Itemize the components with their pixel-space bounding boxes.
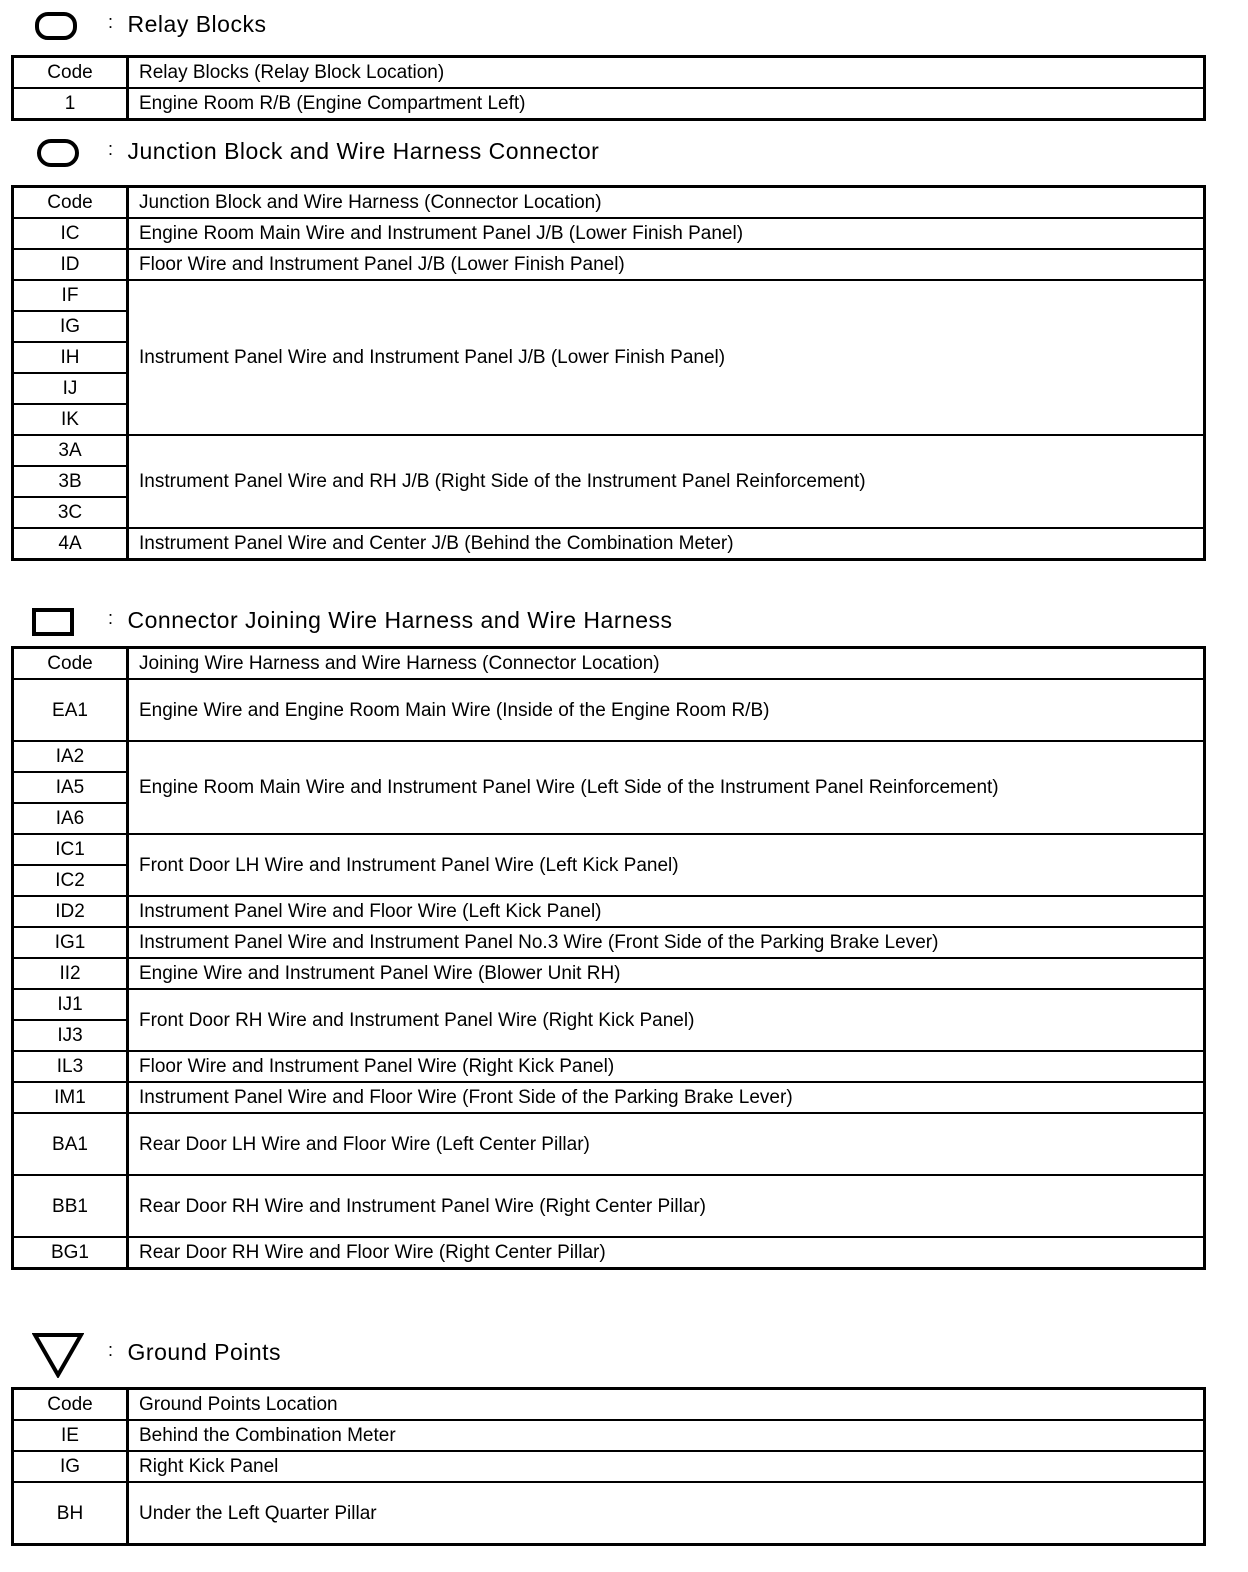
location-cell: Engine Room Main Wire and Instrument Panel Wire (Left Side of the Instrument Panel Reinforcement) <box>128 741 1205 834</box>
code-cell: ID2 <box>13 896 128 927</box>
ground-points-table <box>11 1387 1206 1546</box>
code-cell: IA5 <box>13 772 128 803</box>
location-cell: Front Door RH Wire and Instrument Panel Wire (Right Kick Panel) <box>128 989 1205 1051</box>
table-header-row <box>13 57 1205 89</box>
code-cell: IM1 <box>13 1082 128 1113</box>
code-cell: IA2 <box>13 741 128 772</box>
code-cell: IC <box>13 218 128 249</box>
location-cell: Instrument Panel Wire and Center J/B (Behind the Combination Meter) <box>128 528 1205 560</box>
table-row <box>13 1113 1205 1175</box>
table-header-row <box>13 648 1205 680</box>
code-cell: IF <box>13 280 128 311</box>
location-cell: Behind the Combination Meter <box>128 1420 1205 1451</box>
table-row <box>13 679 1205 741</box>
table-row <box>13 528 1205 560</box>
code-cell: IG1 <box>13 927 128 958</box>
section-title-ground-points: : Ground Points <box>108 1339 282 1365</box>
table-row <box>13 1051 1205 1082</box>
code-cell: EA1 <box>13 679 128 741</box>
table-row <box>13 1420 1205 1451</box>
code-cell: IC1 <box>13 834 128 865</box>
rectangle-icon <box>32 608 74 636</box>
section-title-relay-blocks: : Relay Blocks <box>108 11 267 37</box>
rounded-rect-icon <box>35 12 77 40</box>
code-cell: BG1 <box>13 1237 128 1269</box>
section-title-connector-joining: : Connector Joining Wire Harness and Wire Harness <box>108 607 673 633</box>
code-header: Code <box>13 57 128 89</box>
table-header-row <box>13 1389 1205 1421</box>
code-cell: IA6 <box>13 803 128 834</box>
location-header: Junction Block and Wire Harness (Connector Location) <box>128 187 1205 219</box>
table-row <box>13 834 1205 865</box>
location-cell: Front Door LH Wire and Instrument Panel Wire (Left Kick Panel) <box>128 834 1205 896</box>
table-row <box>13 1175 1205 1237</box>
table-row <box>13 88 1205 120</box>
code-cell: IC2 <box>13 865 128 896</box>
location-cell: Engine Wire and Instrument Panel Wire (Blower Unit RH) <box>128 958 1205 989</box>
code-cell: IJ1 <box>13 989 128 1020</box>
code-cell: IG <box>13 1451 128 1482</box>
code-cell: ID <box>13 249 128 280</box>
table-row <box>13 1451 1205 1482</box>
relay-blocks-table <box>11 55 1206 121</box>
code-cell: IK <box>13 404 128 435</box>
code-cell: IL3 <box>13 1051 128 1082</box>
location-cell: Rear Door RH Wire and Instrument Panel Wire (Right Center Pillar) <box>128 1175 1205 1237</box>
table-row <box>13 896 1205 927</box>
location-cell: Under the Left Quarter Pillar <box>128 1482 1205 1545</box>
location-cell: Rear Door RH Wire and Floor Wire (Right Center Pillar) <box>128 1237 1205 1269</box>
table-row <box>13 435 1205 466</box>
table-row <box>13 989 1205 1020</box>
location-cell: Floor Wire and Instrument Panel J/B (Lower Finish Panel) <box>128 249 1205 280</box>
code-header: Code <box>13 187 128 219</box>
code-cell: IE <box>13 1420 128 1451</box>
code-cell: IJ3 <box>13 1020 128 1051</box>
code-cell: 3B <box>13 466 128 497</box>
location-header: Joining Wire Harness and Wire Harness (Connector Location) <box>128 648 1205 680</box>
table-row <box>13 1082 1205 1113</box>
table-row <box>13 1482 1205 1545</box>
code-cell: 3A <box>13 435 128 466</box>
code-cell: IJ <box>13 373 128 404</box>
code-header: Code <box>13 648 128 680</box>
code-cell: 1 <box>13 88 128 120</box>
location-cell: Floor Wire and Instrument Panel Wire (Right Kick Panel) <box>128 1051 1205 1082</box>
triangle-down-icon <box>32 1332 84 1378</box>
oval-icon <box>37 139 79 167</box>
code-cell: 4A <box>13 528 128 560</box>
location-header: Relay Blocks (Relay Block Location) <box>128 57 1205 89</box>
location-header: Ground Points Location <box>128 1389 1205 1421</box>
table-row <box>13 1237 1205 1269</box>
table-row <box>13 249 1205 280</box>
location-cell: Instrument Panel Wire and Instrument Panel J/B (Lower Finish Panel) <box>128 280 1205 435</box>
location-cell: Rear Door LH Wire and Floor Wire (Left Center Pillar) <box>128 1113 1205 1175</box>
code-header: Code <box>13 1389 128 1421</box>
code-cell: II2 <box>13 958 128 989</box>
location-cell: Engine Wire and Engine Room Main Wire (Inside of the Engine Room R/B) <box>128 679 1205 741</box>
section-title-junction-block: : Junction Block and Wire Harness Connector <box>108 138 600 164</box>
location-cell: Instrument Panel Wire and RH J/B (Right Side of the Instrument Panel Reinforcement) <box>128 435 1205 528</box>
location-cell: Right Kick Panel <box>128 1451 1205 1482</box>
junction-block-table <box>11 185 1206 561</box>
code-cell: BA1 <box>13 1113 128 1175</box>
table-row <box>13 280 1205 311</box>
table-header-row <box>13 187 1205 219</box>
location-cell: Instrument Panel Wire and Floor Wire (Front Side of the Parking Brake Lever) <box>128 1082 1205 1113</box>
table-row <box>13 218 1205 249</box>
code-cell: BB1 <box>13 1175 128 1237</box>
code-cell: IG <box>13 311 128 342</box>
code-cell: BH <box>13 1482 128 1545</box>
location-cell: Engine Room Main Wire and Instrument Panel J/B (Lower Finish Panel) <box>128 218 1205 249</box>
location-cell: Instrument Panel Wire and Floor Wire (Left Kick Panel) <box>128 896 1205 927</box>
code-cell: IH <box>13 342 128 373</box>
code-cell: 3C <box>13 497 128 528</box>
table-row <box>13 927 1205 958</box>
location-cell: Engine Room R/B (Engine Compartment Left) <box>128 88 1205 120</box>
table-row <box>13 958 1205 989</box>
location-cell: Instrument Panel Wire and Instrument Panel No.3 Wire (Front Side of the Parking Brake Lever) <box>128 927 1205 958</box>
connector-joining-table <box>11 646 1206 1270</box>
table-row <box>13 741 1205 772</box>
